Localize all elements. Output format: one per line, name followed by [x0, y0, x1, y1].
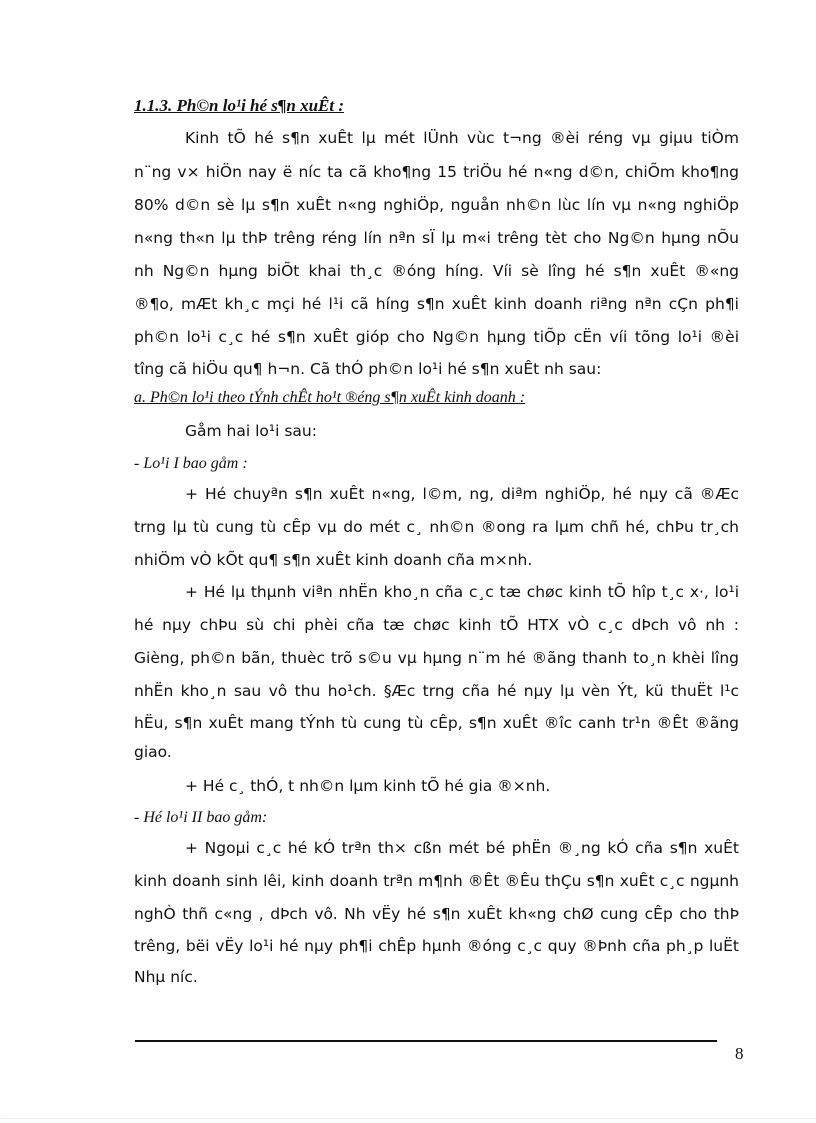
- paragraph-line: ®¶o, mÆt kh¸c mçi hé l¹i cã híng s¶n xuÊt kinh doanh riªng nªn cÇn ph¶i: [134, 295, 739, 313]
- paragraph-line: n«ng th«n lµ thÞ trêng réng lín nªn sÏ lµ m«i trêng tèt cho Ng©n hµng nÕu: [134, 229, 739, 247]
- group-title-type-1: - Lo¹i I bao gåm :: [134, 455, 248, 472]
- paragraph-line: + Hé lµ thµnh viªn nhËn kho¸n cña c¸c tæ chøc kinh tÕ hîp t¸c x·, lo¹i: [185, 583, 739, 601]
- subsection-heading-a: a. Ph©n lo¹i theo tÝnh chÊt ho¹t ®éng s¶n xuÊt kinh doanh :: [134, 389, 526, 406]
- paragraph-line: + Hé c¸ thÓ, t nh©n lµm kinh tÕ hé gia ®×nh.: [185, 777, 551, 795]
- paragraph-line: hé nµy chÞu sù chi phèi cña tæ chøc kinh tÕ HTX vÒ c¸c dÞch vô nh :: [134, 616, 739, 634]
- paragraph-line: Nhµ níc.: [134, 968, 198, 986]
- paragraph-line: trêng, bëi vËy lo¹i hé nµy ph¶i chÊp hµnh ®óng c¸c quy ®Þnh cña ph¸p luËt: [134, 937, 739, 955]
- paragraph-line: trng lµ tù cung tù cÊp vµ do mét c¸ nh©n ®ong ra lµm chñ hé, chÞu tr¸ch: [134, 518, 739, 536]
- paragraph-line: hËu, s¶n xuÊt mang tÝnh tù cung tù cÊp, s¶n xuÊt ®îc canh tr¹n ®Êt ®ãng: [134, 714, 739, 732]
- paragraph-line: nhËn kho¸n sau vô thu ho¹ch. §Æc trng cña hé nµy lµ vèn Ýt, kü thuËt l¹c: [134, 682, 739, 700]
- paragraph-line: nh Ng©n hµng biÕt khai th¸c ®óng híng. Víi sè lîng hé s¶n xuÊt ®«ng: [134, 262, 739, 280]
- paragraph-line: tîng cã hiÖu qu¶ h¬n. Cã thÓ ph©n lo¹i hé s¶n xuÊt nh sau:: [134, 360, 602, 378]
- paragraph-line: nghÒ thñ c«ng , dÞch vô. Nh vËy hé s¶n xuÊt kh«ng chØ cung cÊp cho thÞ: [134, 905, 739, 923]
- paragraph-line: ph©n lo¹i c¸c hé s¶n xuÊt gióp cho Ng©n hµng tiÕp cËn víi tõng lo¹i ®èi: [134, 328, 739, 346]
- group-title-type-2: - Hé lo¹i II bao gåm:: [134, 809, 268, 826]
- page-break-line: [0, 1118, 816, 1119]
- footer-rule: [135, 1040, 717, 1042]
- paragraph-line: Gièng, ph©n bãn, thuèc trõ s©u vµ hµng n¨m hé ®ãng thanh to¸n khèi lîng: [134, 649, 739, 667]
- paragraph-line: + Ngoµi c¸c hé kÓ trªn th× cßn mét bé phËn ®¸ng kÓ cña s¶n xuÊt: [185, 839, 739, 857]
- paragraph-line: n¨ng v× hiÖn nay ë níc ta cã kho¶ng 15 triÖu hé n«ng d©n, chiÕm kho¶ng: [134, 163, 739, 181]
- paragraph-line: 80% d©n sè lµ s¶n xuÊt n«ng nghiÖp, nguån nh©n lùc lín vµ n«ng nghiÖp: [134, 196, 739, 214]
- paragraph-line: kinh doanh sinh lêi, kinh doanh trªn m¶nh ®Êt ®Êu thÇu s¶n xuÊt c¸c ngµnh: [134, 872, 739, 890]
- paragraph-line: + Hé chuyªn s¶n xuÊt n«ng, l©m, ng, diªm nghiÖp, hé nµy cã ®Æc: [185, 485, 739, 503]
- paragraph-line: giao.: [134, 743, 172, 761]
- paragraph-line: Kinh tÕ hé s¶n xuÊt lµ mét lÜnh vùc t¬ng ®èi réng vµ giµu tiÒm: [185, 129, 739, 147]
- section-heading: 1.1.3. Ph©n lo¹i hé s¶n xuÊt :: [134, 96, 345, 115]
- paragraph-line: Gåm hai lo¹i sau:: [185, 422, 317, 440]
- page-number: 8: [735, 1044, 744, 1063]
- paragraph-line: nhiÖm vÒ kÕt qu¶ s¶n xuÊt kinh doanh cña m×nh.: [134, 551, 533, 569]
